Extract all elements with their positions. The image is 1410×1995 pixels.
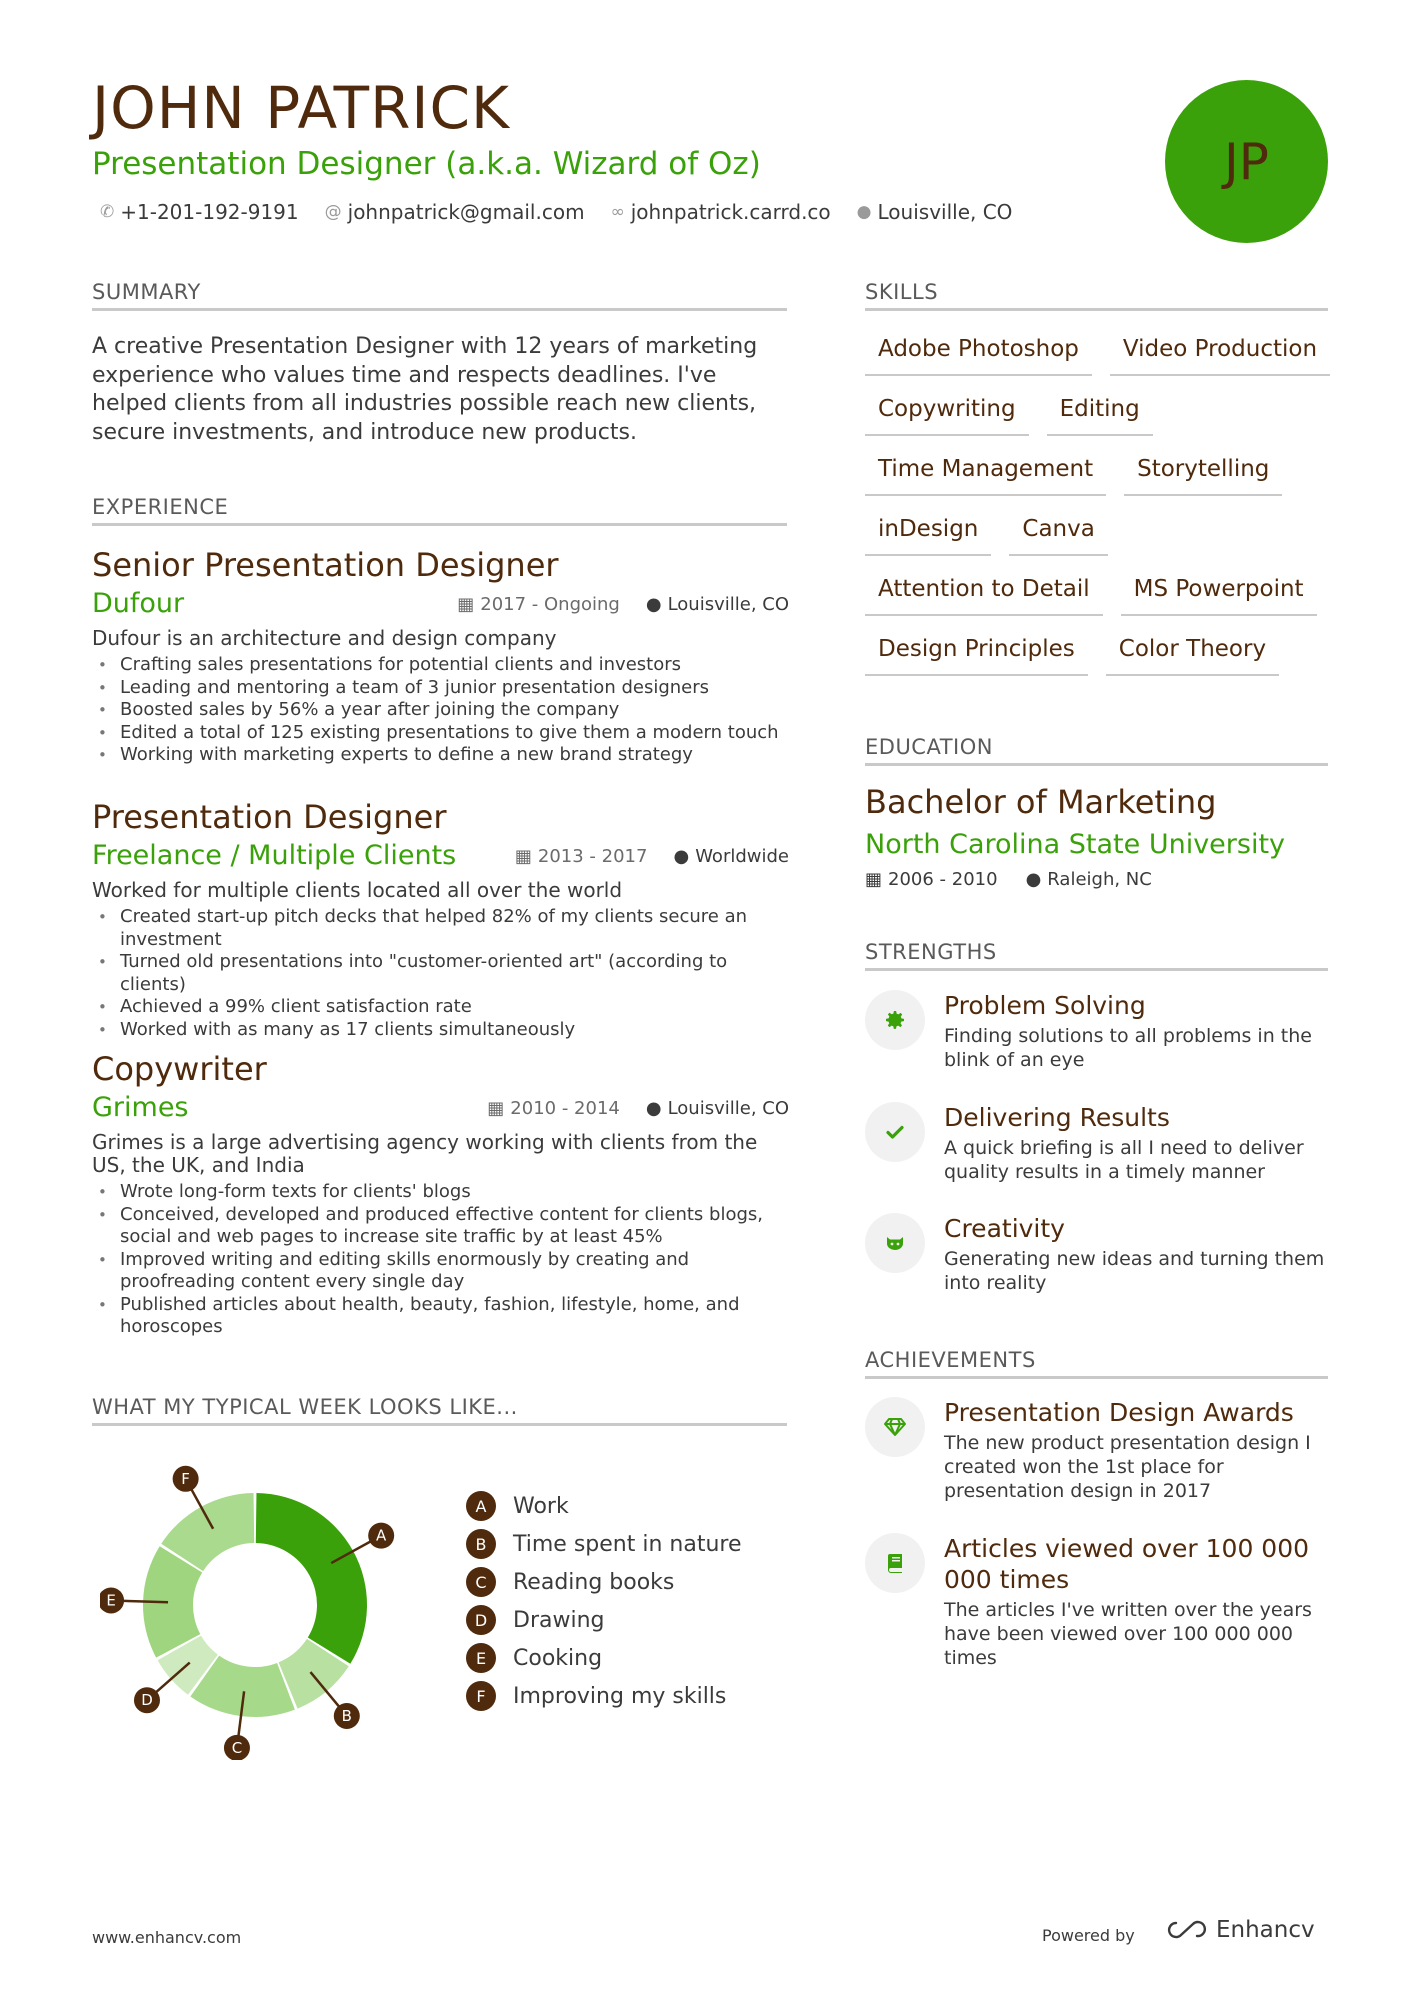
job-location bbox=[646, 594, 789, 615]
bullet-item: • Working with marketing experts to define a new brand strategy bbox=[92, 744, 789, 767]
bullet-item: • Crafting sales presentations for potential clients and investors bbox=[92, 654, 789, 677]
achievements-heading: ACHIEVEMENTS bbox=[865, 1348, 1328, 1379]
skill-tag: Canva bbox=[1009, 507, 1107, 556]
legend-label: Drawing bbox=[513, 1607, 605, 1633]
achievement-desc: The articles I've written over the years have been viewed over 100 000 000 times bbox=[944, 1599, 1312, 1669]
donut-label-text: D bbox=[141, 1691, 153, 1710]
calendar-icon: ▦ bbox=[487, 1097, 505, 1119]
skill-tag: Attention to Detail bbox=[865, 567, 1103, 616]
legend-label: Time spent in nature bbox=[513, 1531, 742, 1557]
legend-item bbox=[466, 1601, 742, 1639]
footer-url[interactable]: www.enhancv.com bbox=[92, 1928, 242, 1947]
job-entry bbox=[92, 797, 789, 1041]
achievement-desc: The new product presentation design I created won the 1st place for presentation design in 2017 bbox=[944, 1432, 1311, 1502]
job-dates-text: 2013 - 2017 bbox=[537, 845, 648, 867]
job-bullets bbox=[92, 654, 789, 767]
job-description: Dufour is an architecture and design company bbox=[92, 626, 557, 650]
legend-item bbox=[466, 1525, 742, 1563]
candidate-headline: Presentation Designer (a.k.a. Wizard of Oz) bbox=[92, 146, 761, 182]
job-entry bbox=[92, 545, 789, 767]
education-location-text: Raleigh, NC bbox=[1047, 869, 1152, 890]
summary-text: A creative Presentation Designer with 12 years of marketing experience who values time and respects deadlines. I've helped clients from all industries possible reach new clients, secure investments, and introduce new products. bbox=[92, 334, 758, 445]
experience-heading: EXPERIENCE bbox=[92, 495, 787, 526]
achievement-title: Presentation Design Awards bbox=[944, 1398, 1294, 1427]
skill-tag: Editing bbox=[1047, 387, 1153, 436]
strength-desc: Finding solutions to all problems in the blink of an eye bbox=[944, 1025, 1312, 1071]
job-location-text: Louisville, CO bbox=[667, 1097, 789, 1119]
legend-badge: F bbox=[466, 1681, 496, 1711]
candidate-name: JOHN PATRICK bbox=[92, 74, 510, 142]
enhancv-logo-icon bbox=[1162, 1918, 1208, 1942]
job-location bbox=[646, 1098, 789, 1119]
calendar-icon: ▦ bbox=[865, 869, 883, 890]
skill-tag: Time Management bbox=[865, 447, 1106, 496]
github-icon bbox=[865, 1213, 925, 1273]
job-description: Grimes is a large advertising agency working with clients from the US, the UK, and India bbox=[92, 1130, 758, 1177]
footer-powered-by: Powered by bbox=[1042, 1926, 1135, 1945]
phone-text: +1-201-192-9191 bbox=[120, 200, 299, 224]
skill-tag: Copywriting bbox=[865, 387, 1029, 436]
calendar-icon: ▦ bbox=[514, 845, 532, 867]
bullet-item: • Created start-up pitch decks that helped 82% of my clients secure an investment bbox=[92, 906, 789, 951]
job-dates bbox=[515, 846, 648, 867]
avatar-initials: JP bbox=[1224, 132, 1269, 191]
achievement-item bbox=[865, 1397, 1335, 1503]
education-school: North Carolina State University bbox=[865, 829, 1286, 860]
job-dates-text: 2017 - Ongoing bbox=[480, 593, 620, 615]
diamond-icon bbox=[865, 1397, 925, 1457]
education-heading: EDUCATION bbox=[865, 735, 1328, 766]
at-icon: @ bbox=[324, 202, 342, 222]
contact-phone[interactable] bbox=[100, 200, 299, 224]
calendar-icon: ▦ bbox=[457, 593, 475, 615]
map-pin-icon: ● bbox=[645, 1097, 662, 1119]
skill-tag: Video Production bbox=[1110, 327, 1330, 376]
job-bullets bbox=[92, 906, 789, 1041]
week-donut-chart bbox=[100, 1450, 410, 1760]
legend-badge: B bbox=[466, 1529, 496, 1559]
contact-email[interactable] bbox=[325, 200, 585, 224]
legend-item bbox=[466, 1563, 742, 1601]
legend-item bbox=[466, 1639, 742, 1677]
check-icon bbox=[865, 1102, 925, 1162]
map-pin-icon: ● bbox=[1025, 869, 1042, 890]
education-dates bbox=[865, 869, 998, 890]
strength-title: Delivering Results bbox=[944, 1103, 1170, 1132]
education-dates-text: 2006 - 2010 bbox=[888, 869, 998, 890]
job-location-text: Louisville, CO bbox=[667, 593, 789, 615]
strengths-heading: STRENGTHS bbox=[865, 940, 1328, 971]
location-text: Louisville, CO bbox=[877, 200, 1013, 224]
job-entry bbox=[92, 1049, 789, 1339]
map-pin-icon: ● bbox=[645, 593, 662, 615]
gear-icon bbox=[865, 990, 925, 1050]
bullet-item: • Edited a total of 125 existing presentations to give them a modern touch bbox=[92, 722, 789, 745]
footer-brand-text: Enhancv bbox=[1216, 1917, 1315, 1943]
job-dates bbox=[457, 594, 620, 615]
week-legend bbox=[466, 1487, 742, 1715]
skills-list bbox=[865, 327, 1335, 676]
donut-label-text: A bbox=[376, 1526, 387, 1545]
bullet-item: • Wrote long-form texts for clients' blogs bbox=[92, 1181, 789, 1204]
job-company: Freelance / Multiple Clients bbox=[92, 840, 457, 871]
legend-badge: A bbox=[466, 1491, 496, 1521]
bullet-item: • Conceived, developed and produced effective content for clients blogs, social and web pages to increase site traffic by at least 45% bbox=[92, 1204, 789, 1249]
job-title: Senior Presentation Designer bbox=[92, 546, 559, 584]
legend-item bbox=[466, 1677, 742, 1715]
strength-desc: Generating new ideas and turning them into reality bbox=[944, 1248, 1325, 1294]
contact-website[interactable] bbox=[611, 200, 831, 224]
strength-item bbox=[865, 990, 1335, 1072]
phone-icon: ✆ bbox=[100, 202, 115, 222]
email-text: johnpatrick@gmail.com bbox=[347, 200, 585, 224]
strength-item bbox=[865, 1102, 1335, 1184]
job-title: Copywriter bbox=[92, 1050, 267, 1088]
week-heading: WHAT MY TYPICAL WEEK LOOKS LIKE... bbox=[92, 1395, 787, 1426]
job-title: Presentation Designer bbox=[92, 798, 447, 836]
donut-slice-a bbox=[256, 1493, 367, 1664]
legend-item bbox=[466, 1487, 742, 1525]
job-bullets bbox=[92, 1181, 789, 1339]
legend-label: Work bbox=[513, 1493, 569, 1519]
skills-heading: SKILLS bbox=[865, 280, 1328, 311]
map-pin-icon: ● bbox=[673, 845, 690, 867]
skill-tag: Color Theory bbox=[1106, 627, 1279, 676]
strength-title: Creativity bbox=[944, 1214, 1065, 1243]
map-pin-icon: ● bbox=[856, 202, 872, 222]
education-degree: Bachelor of Marketing bbox=[865, 783, 1217, 821]
strength-desc: A quick briefing is all I need to deliver quality results in a timely manner bbox=[944, 1137, 1304, 1183]
donut-label-text: E bbox=[106, 1591, 116, 1610]
education-meta bbox=[865, 869, 1152, 890]
job-location bbox=[673, 846, 789, 867]
legend-badge: D bbox=[466, 1605, 496, 1635]
bullet-item: • Improved writing and editing skills enormously by creating and proofreading content every single day bbox=[92, 1249, 789, 1294]
achievement-title: Articles viewed over 100 000 000 times bbox=[944, 1534, 1310, 1594]
bullet-item: • Achieved a 99% client satisfaction rate bbox=[92, 996, 789, 1019]
skill-tag: Storytelling bbox=[1124, 447, 1282, 496]
contact-location bbox=[857, 200, 1013, 224]
job-dates-text: 2010 - 2014 bbox=[510, 1097, 620, 1119]
bullet-item: • Published articles about health, beauty, fashion, lifestyle, home, and horoscopes bbox=[92, 1294, 789, 1339]
skill-tag: inDesign bbox=[865, 507, 991, 556]
bullet-item: • Turned old presentations into "customer-oriented art" (according to clients) bbox=[92, 951, 789, 996]
bullet-item: • Boosted sales by 56% a year after joining the company bbox=[92, 699, 789, 722]
donut-label-text: F bbox=[181, 1469, 190, 1488]
legend-label: Cooking bbox=[513, 1645, 603, 1671]
link-icon: ∞ bbox=[610, 202, 625, 222]
skill-tag: Adobe Photoshop bbox=[865, 327, 1092, 376]
book-icon bbox=[865, 1533, 925, 1593]
job-dates bbox=[487, 1098, 620, 1119]
avatar bbox=[1165, 80, 1328, 243]
achievement-item bbox=[865, 1533, 1335, 1670]
bullet-item: • Worked with as many as 17 clients simultaneously bbox=[92, 1019, 789, 1042]
bullet-item: • Leading and mentoring a team of 3 junior presentation designers bbox=[92, 677, 789, 700]
legend-badge: C bbox=[466, 1567, 496, 1597]
summary-heading: SUMMARY bbox=[92, 280, 787, 311]
education-location bbox=[1026, 869, 1152, 890]
legend-badge: E bbox=[466, 1643, 496, 1673]
job-company: Grimes bbox=[92, 1092, 189, 1123]
footer-brand[interactable] bbox=[1162, 1917, 1315, 1943]
legend-label: Reading books bbox=[513, 1569, 675, 1595]
contact-bar bbox=[100, 200, 1012, 224]
skill-tag: MS Powerpoint bbox=[1121, 567, 1317, 616]
donut-label-text: C bbox=[231, 1738, 243, 1757]
skill-tag: Design Principles bbox=[865, 627, 1088, 676]
strength-title: Problem Solving bbox=[944, 991, 1146, 1020]
website-text: johnpatrick.carrd.co bbox=[630, 200, 831, 224]
donut-label-text: B bbox=[341, 1706, 352, 1725]
job-company: Dufour bbox=[92, 588, 185, 619]
legend-label: Improving my skills bbox=[513, 1683, 727, 1709]
strength-item bbox=[865, 1213, 1335, 1295]
job-location-text: Worldwide bbox=[695, 845, 789, 867]
job-description: Worked for multiple clients located all over the world bbox=[92, 878, 623, 902]
